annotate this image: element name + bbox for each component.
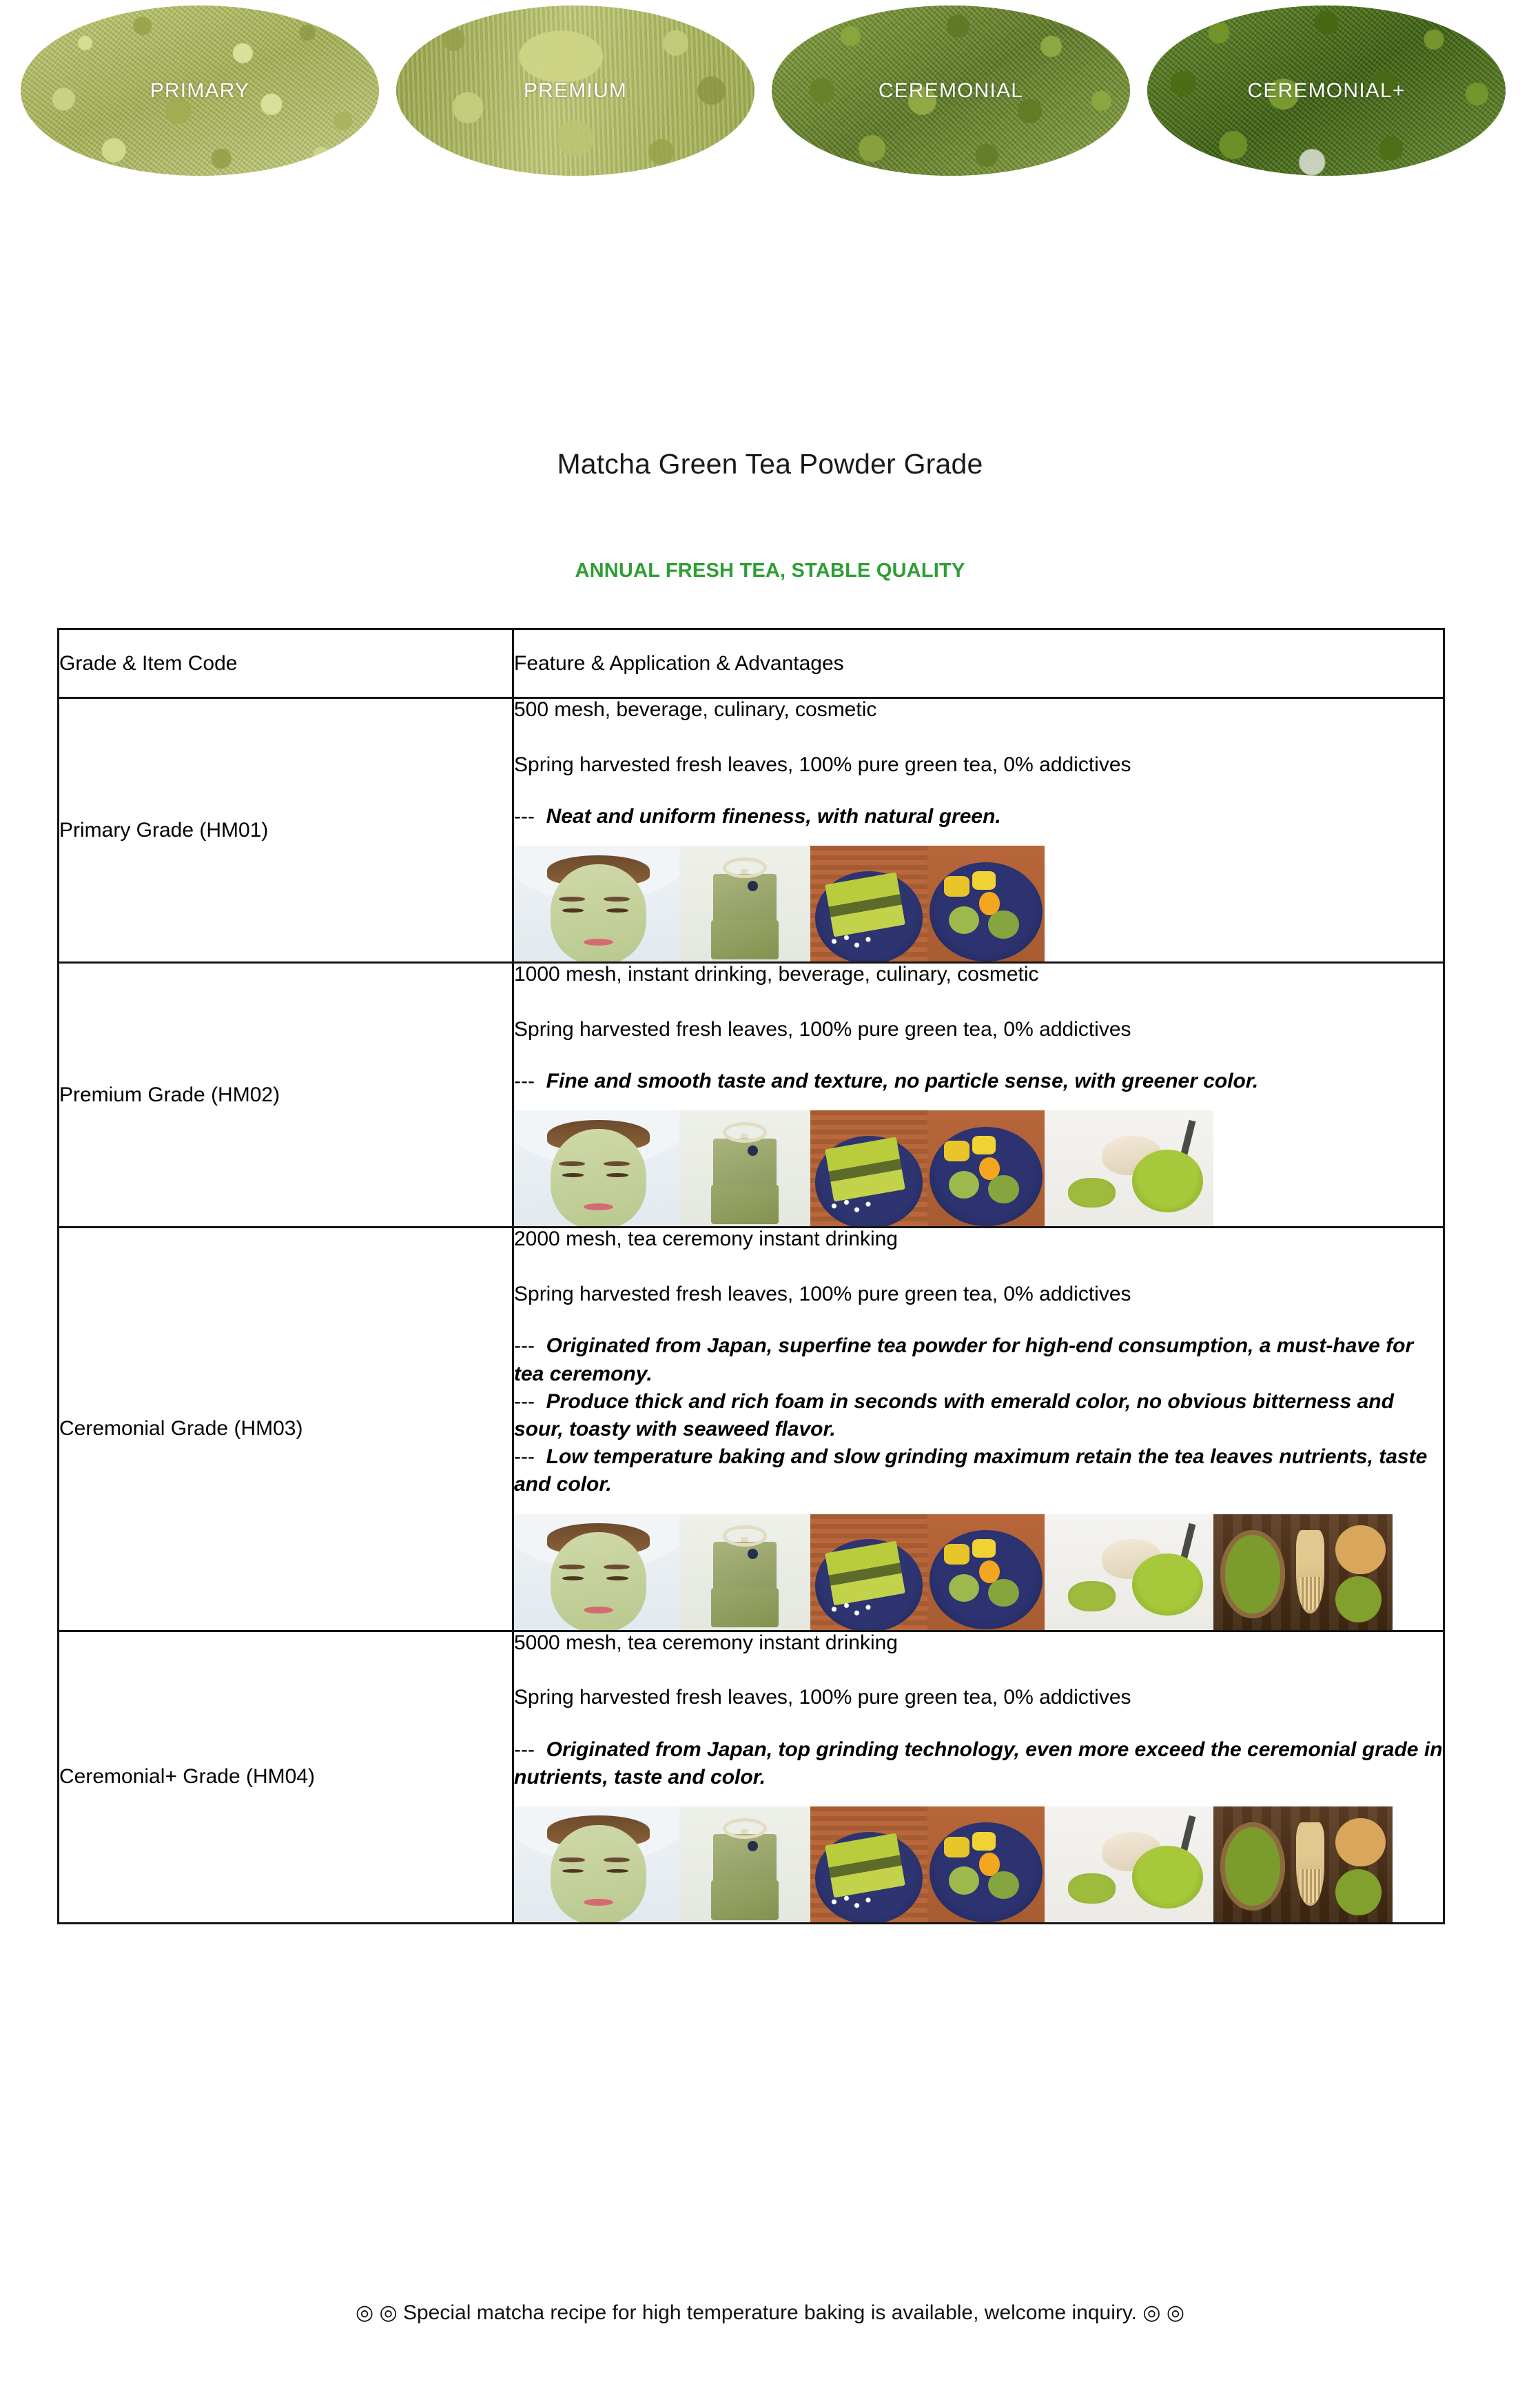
matcha-cake-photo [810, 1514, 927, 1630]
application-photo-strip [514, 1110, 1443, 1226]
advantage-item [514, 1332, 1443, 1387]
mesh-spec: 1000 mesh, instant drinking, beverage, culinary, cosmetic [514, 963, 1039, 986]
grade-circle-label: CEREMONIAL+ [1247, 79, 1406, 102]
advantage-text: Produce thick and rich foam in seconds with emerald color, no obvious bitterness and sour, toasty with seaweed flavor. [514, 1389, 1394, 1440]
source-spec: Spring harvested fresh leaves, 100% pure green tea, 0% addictives [514, 1686, 1131, 1709]
advantage-text: Originated from Japan, top grinding technology, even more exceed the ceremonial grade in nutrients, taste and color. [514, 1738, 1443, 1789]
grade-label-cell: Ceremonial Grade (HM03) [59, 1228, 513, 1631]
feature-cell [513, 698, 1444, 963]
matcha-flatlay-photo [1045, 1514, 1213, 1630]
advantage-item [514, 1068, 1443, 1095]
face-mask-photo [514, 1514, 679, 1630]
matcha-sweets-photo [927, 846, 1045, 961]
matcha-flatlay-photo [1045, 1806, 1213, 1922]
bullet-dashes: --- [514, 1070, 535, 1093]
source-spec: Spring harvested fresh leaves, 100% pure green tea, 0% addictives [514, 1282, 1131, 1305]
grade-label-cell: Ceremonial+ Grade (HM04) [59, 1631, 513, 1923]
source-spec: Spring harvested fresh leaves, 100% pure green tea, 0% addictives [514, 1017, 1131, 1041]
mesh-spec: 5000 mesh, tea ceremony instant drinking [514, 1631, 898, 1654]
advantage-text: Neat and uniform fineness, with natural green. [546, 805, 1001, 828]
table-row [59, 1631, 1444, 1923]
matcha-grade-table [57, 628, 1445, 1924]
face-mask-photo [514, 1806, 679, 1922]
green-soap-photo [679, 1110, 810, 1226]
page-title: Matcha Green Tea Powder Grade [557, 448, 983, 480]
advantage-item [514, 1388, 1443, 1443]
grade-circle-ceremonial-plus [1147, 6, 1506, 176]
grade-circle-label: CEREMONIAL [878, 79, 1024, 102]
table-header-row [59, 629, 1444, 698]
column-header-feature: Feature & Application & Advantages [513, 629, 1444, 698]
advantage-text: Low temperature baking and slow grinding maximum retain the tea leaves nutrients, taste and color. [514, 1445, 1428, 1496]
matcha-cake-photo [810, 846, 927, 961]
advantage-list [514, 1736, 1443, 1791]
advantage-item [514, 1736, 1443, 1791]
advantage-item [514, 1443, 1443, 1498]
green-soap-photo [679, 1806, 810, 1922]
advantage-list [514, 1068, 1443, 1095]
page-subtitle: ANNUAL FRESH TEA, STABLE QUALITY [575, 560, 965, 582]
matcha-sweets-photo [927, 1110, 1045, 1226]
grade-circle-primary [21, 6, 379, 176]
face-mask-photo [514, 1110, 679, 1226]
grade-label-cell: Primary Grade (HM01) [59, 698, 513, 963]
feature-cell [513, 1631, 1444, 1923]
mesh-spec: 2000 mesh, tea ceremony instant drinking [514, 1228, 898, 1251]
grade-circle-label: PRIMARY [150, 79, 250, 102]
matcha-sweets-photo [927, 1806, 1045, 1922]
bullet-dashes: --- [514, 1334, 535, 1358]
advantage-text: Originated from Japan, superfine tea powder for high-end consumption, a must-have for tea ceremony. [514, 1334, 1414, 1385]
matcha-flatlay-photo [1045, 1110, 1213, 1226]
matcha-sweets-photo [927, 1514, 1045, 1630]
advantage-item [514, 803, 1443, 831]
matcha-cake-photo [810, 1806, 927, 1922]
mesh-spec: 500 mesh, beverage, culinary, cosmetic [514, 698, 877, 721]
table-row [59, 1228, 1444, 1631]
matcha-tray-photo [1213, 1806, 1393, 1922]
matcha-cake-photo [810, 1110, 927, 1226]
application-photo-strip [514, 1806, 1443, 1922]
application-photo-strip [514, 1514, 1443, 1630]
bullet-dashes: --- [514, 1738, 535, 1761]
feature-cell [513, 1228, 1444, 1631]
bullet-dashes: --- [514, 1389, 535, 1413]
advantage-text: Fine and smooth taste and texture, no particle sense, with greener color. [546, 1070, 1259, 1093]
source-spec: Spring harvested fresh leaves, 100% pure green tea, 0% addictives [514, 753, 1131, 776]
grade-circle-premium [396, 6, 754, 176]
advantage-list [514, 803, 1443, 831]
matcha-tray-photo [1213, 1514, 1393, 1630]
grade-circle-ceremonial [772, 6, 1130, 176]
table-row [59, 698, 1444, 963]
grade-circle-label: PREMIUM [523, 79, 628, 102]
grade-label-cell: Premium Grade (HM02) [59, 963, 513, 1228]
face-mask-photo [514, 846, 679, 961]
footer-note: ◎ ◎ Special matcha recipe for high temperature baking is available, welcome inquiry. ◎ ◎ [355, 2301, 1185, 2324]
column-header-grade: Grade & Item Code [59, 629, 513, 698]
advantage-list [514, 1332, 1443, 1498]
green-soap-photo [679, 1514, 810, 1630]
bullet-dashes: --- [514, 805, 535, 828]
feature-cell [513, 963, 1444, 1228]
bullet-dashes: --- [514, 1445, 535, 1469]
grade-circle-strip [0, 6, 1540, 181]
table-row [59, 963, 1444, 1228]
green-soap-photo [679, 846, 810, 961]
application-photo-strip [514, 846, 1443, 961]
